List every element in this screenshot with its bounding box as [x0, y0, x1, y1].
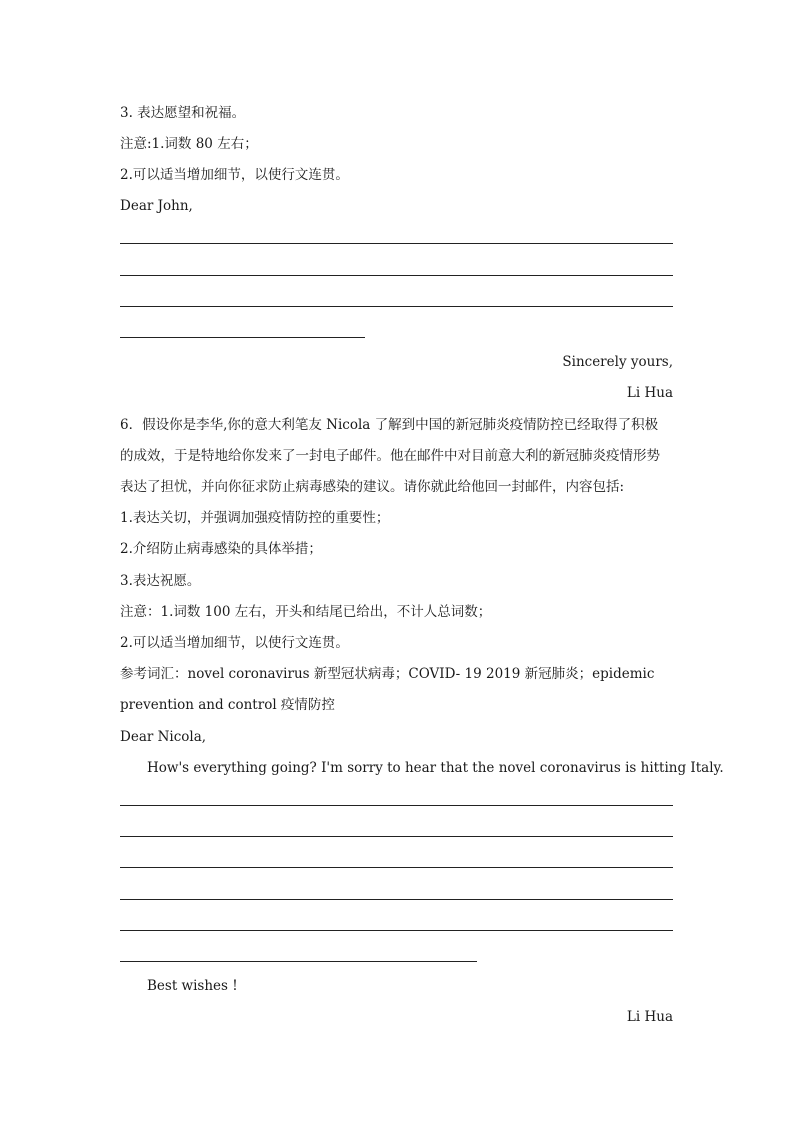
letter-salutation: Dear Nicola, — [120, 729, 207, 745]
writing-line — [120, 930, 673, 931]
vocab-line: 参考词汇：novel coronavirus 新型冠状病毒；COVID- 19 2019 新冠肺炎；epidemic — [120, 666, 655, 682]
letter-opening: How's everything going? I'm sorry to hear that the novel coronavirus is hitting Italy. — [147, 760, 724, 776]
writing-line — [120, 836, 673, 837]
writing-line — [120, 867, 673, 868]
vocab-line: prevention and control 疫情防控 — [120, 697, 335, 713]
letter-closing: Best wishes ! — [147, 978, 238, 994]
task-point-1: 1.表达关切，并强调加强疫情防控的重要性； — [120, 510, 390, 526]
writing-line — [120, 805, 673, 806]
writing-line — [120, 243, 673, 244]
writing-line — [120, 275, 673, 276]
writing-line-short — [120, 337, 365, 338]
letter-closing: Sincerely yours, — [562, 354, 673, 370]
letter-signature: Li Hua — [626, 1009, 673, 1025]
writing-line — [120, 306, 673, 307]
note-details: 2.可以适当增加细节，以使行文连贯。 — [120, 167, 349, 183]
prompt-line: 表达了担忧，并向你征求防止病毒感染的建议。请你就此给他回一封邮件，内容包括: — [120, 479, 625, 495]
writing-line-short — [120, 961, 477, 962]
writing-line — [120, 899, 673, 900]
note-details: 2.可以适当增加细节，以使行文连贯。 — [120, 635, 349, 651]
letter-signature: Li Hua — [626, 385, 673, 401]
task-point-3: 3. 表达愿望和祝福。 — [120, 105, 246, 121]
letter-salutation: Dear John, — [120, 198, 193, 214]
note-word-count: 注意:1.词数 80 左右； — [120, 136, 258, 152]
note-word-count: 注意：1.词数 100 左右，开头和结尾已给出，不计人总词数； — [120, 604, 492, 620]
task-point-2: 2.介绍防止病毒感染的具体举措； — [120, 541, 322, 557]
prompt-line: 的成效，于是特地给你发来了一封电子邮件。他在邮件中对目前意大利的新冠肺炎疫情形势 — [120, 448, 660, 464]
prompt-line: 6．假设你是李华,你的意大利笔友 Nicola 了解到中国的新冠肺炎疫情防控已经取得了积极 — [120, 417, 659, 433]
task-point-3: 3.表达祝愿。 — [120, 573, 201, 589]
